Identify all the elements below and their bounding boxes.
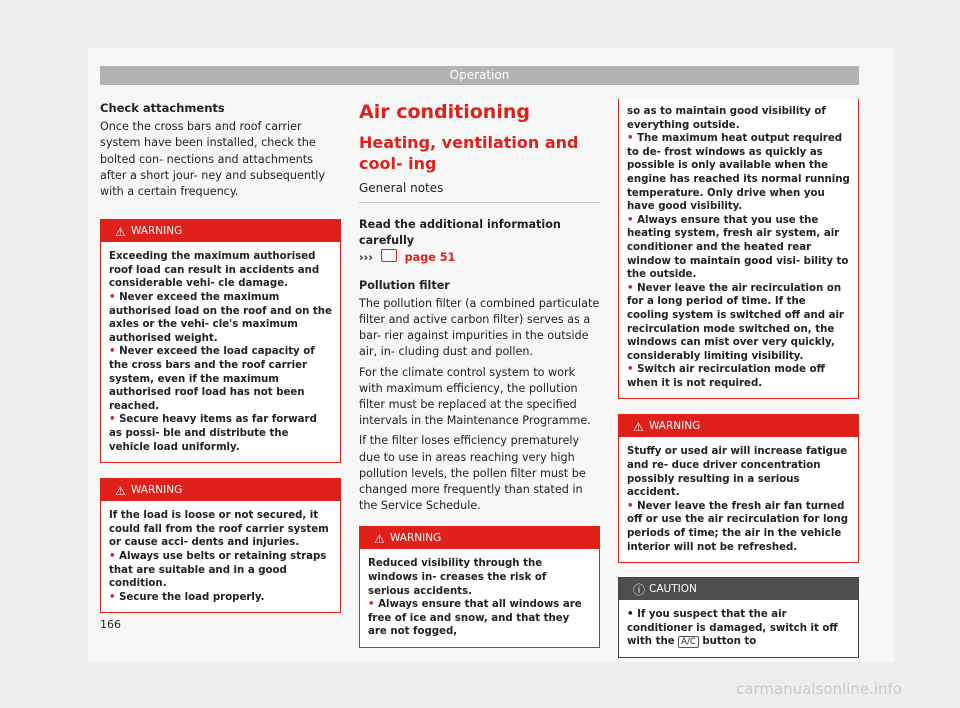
page-number: 166 <box>100 618 121 631</box>
pollution-para-2: For the climate control system to work with maximum efficiency, the pollution filter must be replaced at the specified intervals in the Maintenance Programme. <box>359 365 591 428</box>
warning-label: WARNING <box>390 532 442 545</box>
warning-bullet: • Never leave the fresh air fan turned off or use the air recirculation for long periods of time; the air in the vehicle interior will not be refreshed. <box>627 500 849 553</box>
warning-box-loose-load <box>100 478 341 613</box>
bullet-icon: • <box>627 609 638 621</box>
column-left <box>100 100 341 613</box>
chapter-subtitle: Heating, ventilation and cool- ing <box>359 133 579 173</box>
warning-triangle-icon: ⚠ <box>115 225 126 240</box>
warning-intro: Exceeding the maximum authorised roof load can result in accidents and considerable vehi- cle damage. <box>109 251 320 290</box>
warning-header <box>360 527 599 549</box>
read-more-text: Read the additional information carefully <box>359 218 561 248</box>
chapter-title: Air conditioning <box>359 101 530 123</box>
warning-bullet: • Switch air recirculation mode off when it is not required. <box>627 364 825 389</box>
bullet-icon: • <box>627 214 638 226</box>
caution-info-icon: ⓘ <box>633 583 646 598</box>
pollution-filter-heading: Pollution filter <box>359 278 450 292</box>
caution-bullet: • If you suspect that the air conditioner is damaged, switch it off with the A/C button to <box>627 609 838 648</box>
warning-triangle-icon: ⚠ <box>374 532 385 547</box>
warning-triangle-icon: ⚠ <box>633 420 644 435</box>
warning-bullet: • Never exceed the load capacity of the cross bars and the roof carrier system, even if the maximum authorised roof load has not been reached. <box>109 346 315 412</box>
warning-bullet: • Never leave the air recirculation on for a long period of time. If the cooling system is switched off and air recirculation mode switched on, the windows can mist over very quickly, considerably limiting visibility. <box>627 282 844 362</box>
warning-box-visibility <box>359 526 600 648</box>
column-middle <box>359 100 600 648</box>
page-header <box>100 66 859 85</box>
bullet-icon: • <box>109 292 120 303</box>
warning-bullet: • The maximum heat output required to de- frost windows as quickly as possible is only available when the engine has reached its normal running temperature. Only drive when you have good visibility. <box>627 133 850 213</box>
warning-box-stuffy-air <box>618 414 859 563</box>
warning-bullet: • Always use belts or retaining straps that are suitable and in a good condition. <box>109 550 327 590</box>
warning-header <box>101 220 340 242</box>
pollution-para-1: The pollution filter (a combined particulate filter and active carbon filter) serves as a bar- rier against impurities in the outside air, in- cluding dust and pollen. <box>359 296 600 359</box>
bullet-icon: • <box>627 364 638 376</box>
warning-bullet: • Never exceed the maximum authorised load on the roof and on the axles or the vehi- cle's maximum authorised weight. <box>109 292 332 344</box>
warning-bullet: • Secure the load properly. <box>109 591 265 603</box>
bullet-icon: • <box>109 591 120 603</box>
warning-bullet: • Always ensure that you use the heating system, fresh air system, air conditioner and the heated rear window to maintain good visi- bility to the outside. <box>627 214 849 281</box>
warning-bullet: • Secure heavy items as far forward as possi- ble and distribute the vehicle load uniformly. <box>109 414 317 453</box>
warning-box-continued <box>618 99 859 399</box>
page-ref-link[interactable]: page 51 <box>404 251 456 265</box>
section-title: Operation <box>449 68 510 82</box>
bullet-icon: • <box>109 346 120 358</box>
section-heading: General notes <box>359 180 600 203</box>
warning-triangle-icon: ⚠ <box>115 484 126 499</box>
caution-label: CAUTION <box>649 583 697 596</box>
warning-continued-intro: so as to maintain good visibility of everything outside. <box>627 106 826 131</box>
warning-intro: Reduced visibility through the windows in- creases the risk of serious accidents. <box>368 558 547 597</box>
bullet-icon: • <box>368 599 379 611</box>
warning-box-roof-load <box>100 219 341 463</box>
watermark-text: carmanualsonline.info <box>736 680 902 698</box>
warning-label: WARNING <box>131 484 183 497</box>
warning-intro: Stuffy or used air will increase fatigue and re- duce driver concentration possibly resulting in a serious accident. <box>627 446 848 499</box>
warning-bullet: • Always ensure that all windows are free of ice and snow, and that they are not fogged, <box>368 599 582 638</box>
bullet-icon: • <box>109 550 120 562</box>
warning-header <box>101 479 340 501</box>
bullet-icon: • <box>627 282 638 294</box>
book-icon <box>381 249 397 262</box>
page-reference[interactable] <box>359 249 600 266</box>
caution-header <box>619 578 858 600</box>
column-right <box>618 99 859 658</box>
bullet-icon: • <box>627 500 638 512</box>
caution-box-ac <box>618 577 859 658</box>
check-attachments-body: Once the cross bars and roof carrier system have been installed, check the bolted con- nections and attachments after a short jour- ney and subsequently with a certain frequency. <box>100 120 326 199</box>
warning-intro: If the load is loose or not secured, it could fall from the roof carrier system or cause acci- dents and injuries. <box>109 510 329 549</box>
warning-label: WARNING <box>131 225 183 238</box>
pollution-para-3: If the filter loses efficiency prematurely due to use in areas reaching very high pollution levels, the pollen filter must be changed more frequently than stated in the Service Schedule. <box>359 434 586 513</box>
bullet-icon: • <box>109 414 120 426</box>
warning-header <box>619 415 858 437</box>
bullet-icon: • <box>627 133 638 145</box>
check-attachments-heading: Check attachments <box>100 101 225 115</box>
warning-label: WARNING <box>649 420 701 433</box>
ac-key-icon: A/C <box>678 636 699 648</box>
page-ref-arrows: ››› <box>359 251 373 265</box>
